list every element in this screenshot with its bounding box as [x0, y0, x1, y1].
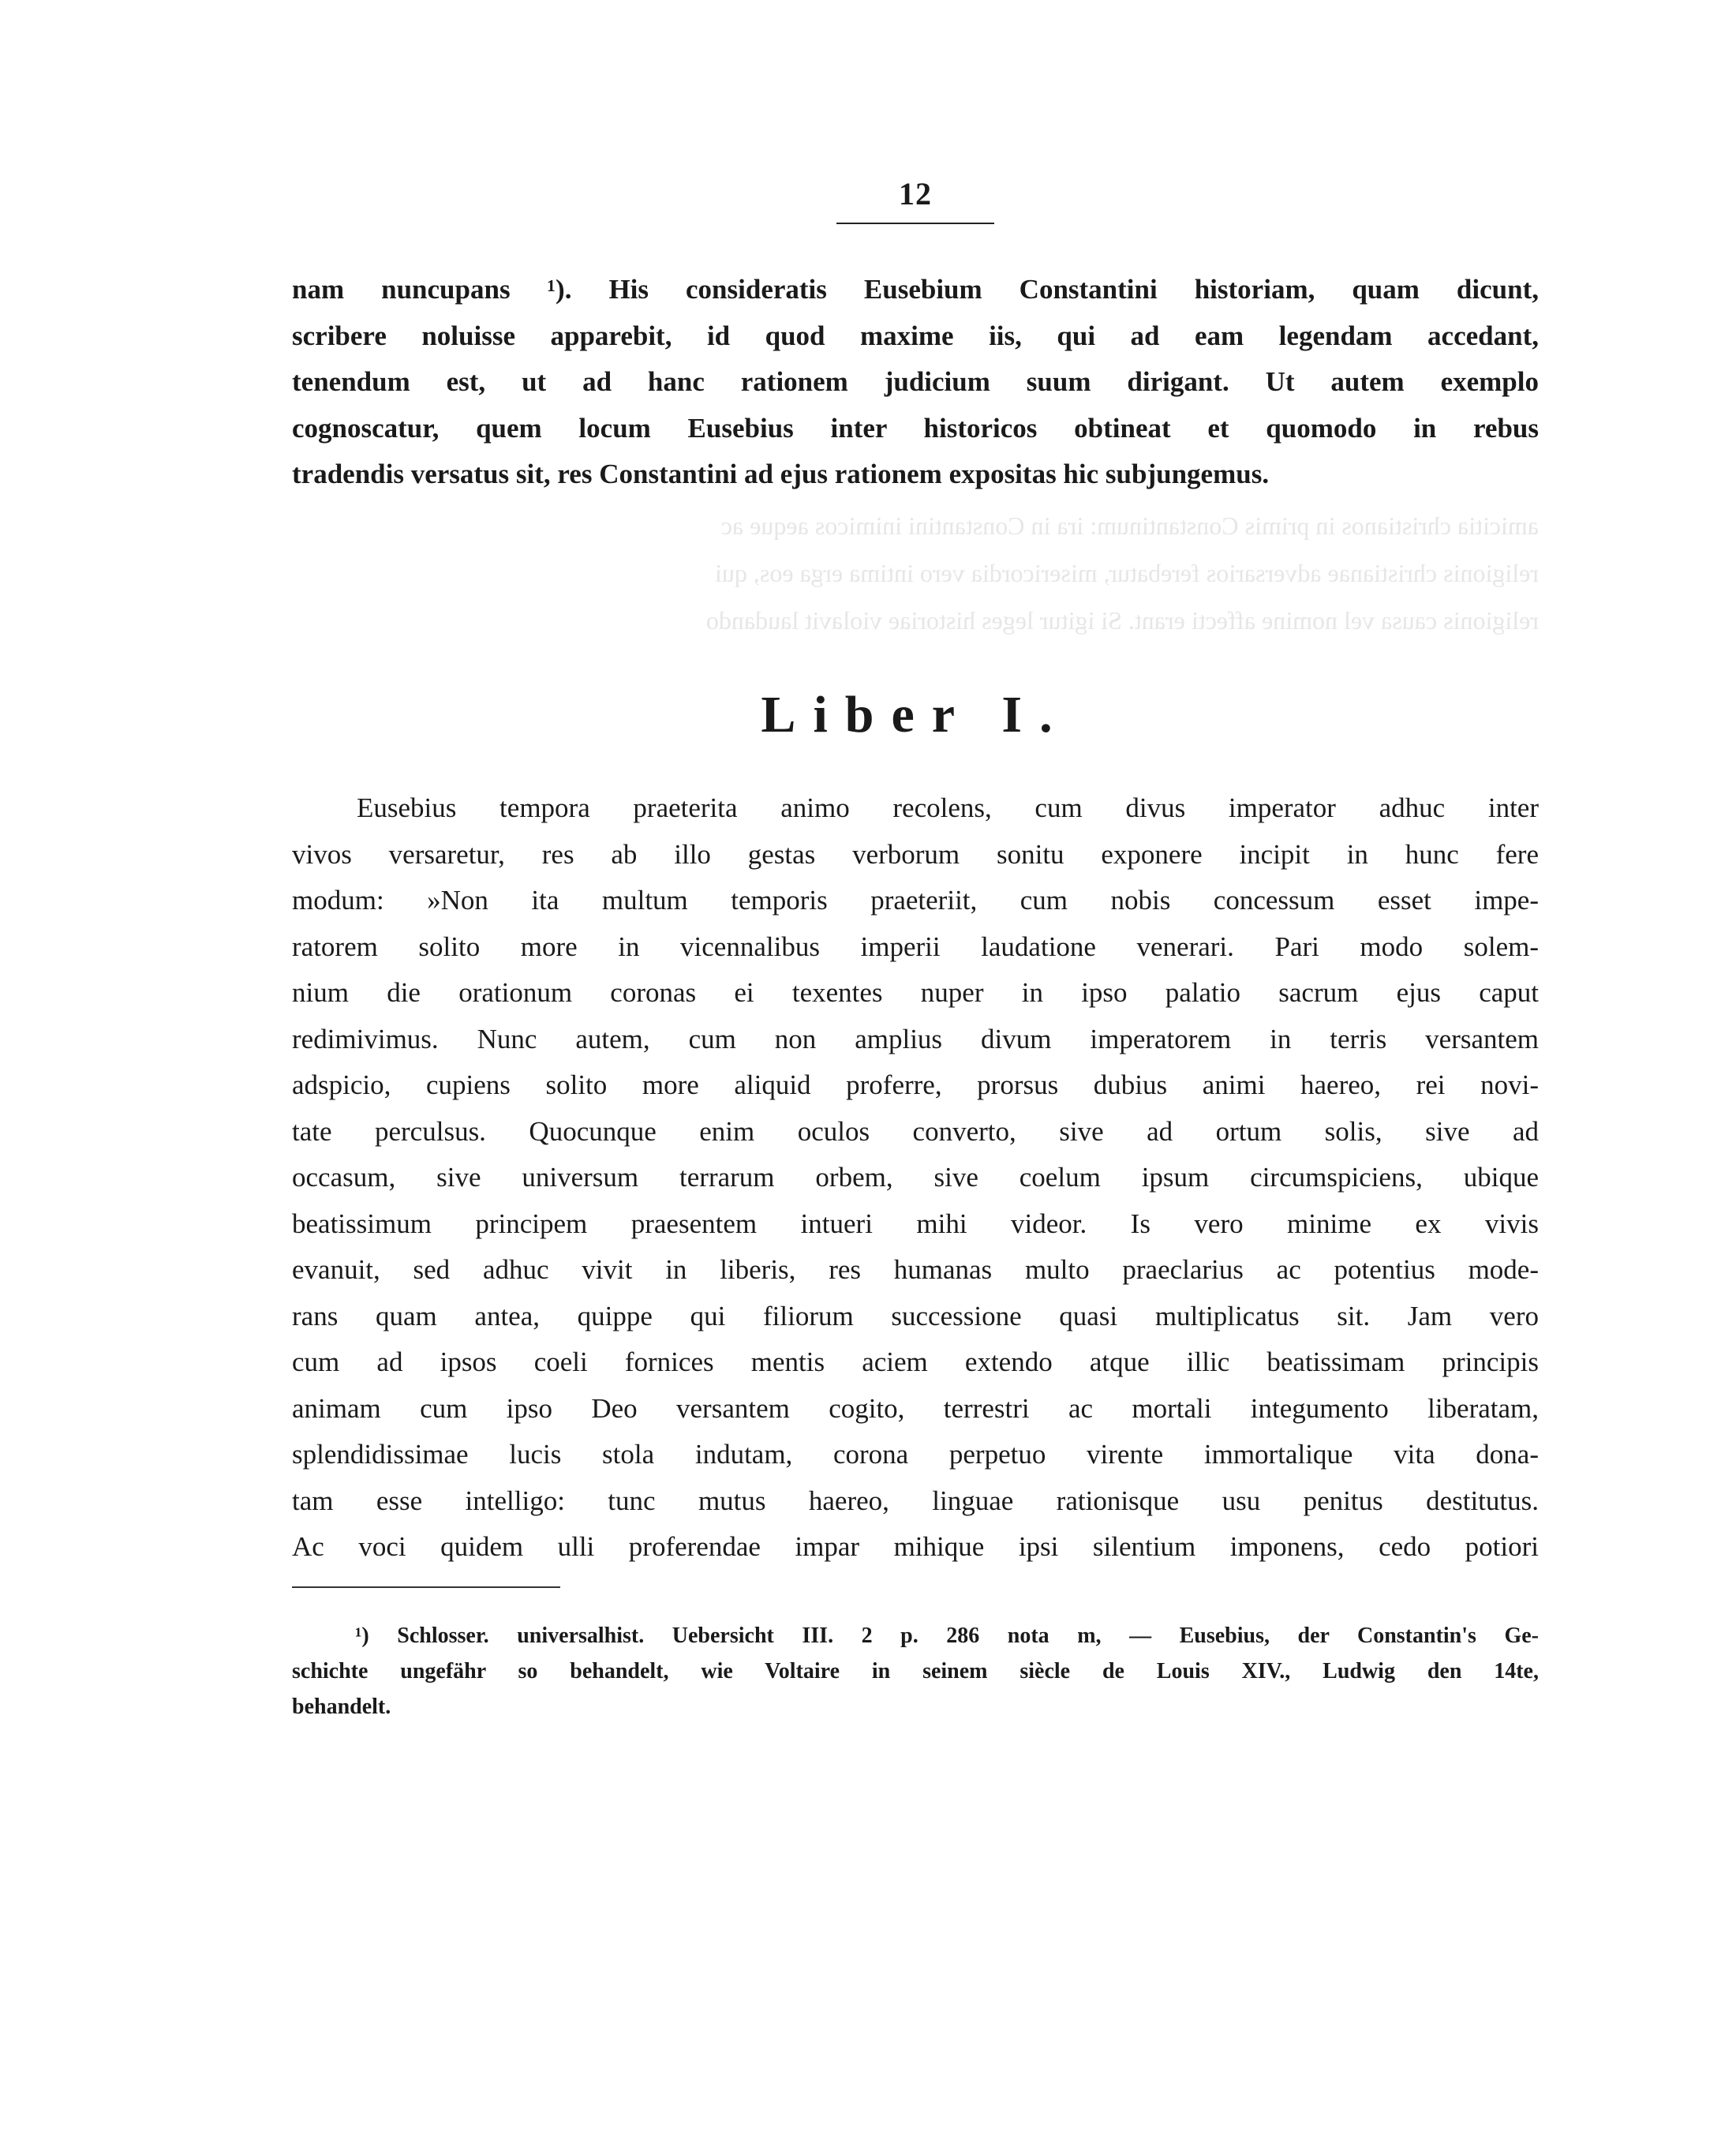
footnote-line: ¹) Schlosser. universalhist. Uebersicht III. 2 p. 286 nota m, — Eusebius, der Constantin's Ge-	[355, 1624, 1539, 1648]
bleed-through-text: religionis christianae adversarios ferebatur, misericordia vero intima erga eos, qui	[715, 559, 1539, 587]
text-line: tate perculsus. Quocunque enim oculos converto, sive ad ortum solis, sive ad	[292, 1115, 1539, 1147]
text-line: nium die orationum coronas ei texentes nuper in ipso palatio sacrum ejus caput	[292, 977, 1539, 1008]
text-line: tradendis versatus sit, res Constantini ad ejus rationem expositas hic subjungemus.	[292, 459, 1270, 489]
intro-paragraph	[292, 267, 1539, 498]
text-line: splendidissimae lucis stola indutam, corona perpetuo virente immortalique vita dona-	[292, 1439, 1539, 1470]
page-number: 12	[899, 176, 932, 212]
text-line: Ac voci quidem ulli proferendae impar mihique ipsi silentium imponens, cedo potiori	[292, 1531, 1539, 1562]
text-line: cum ad ipsos coeli fornices mentis aciem extendo atque illic beatissimam principis	[292, 1346, 1539, 1377]
bleed-through-text: religionis causa vel nomine affecti erant. Si igitur leges historiae violavit laudando	[705, 606, 1539, 635]
footnote-line: schichte ungefähr so behandelt, wie Voltaire in seinem siècle de Louis XIV., Ludwig den 14te,	[292, 1659, 1539, 1683]
bleed-through-text: amicitia christianos in primis Constantinum: ira in Constantini inimicos aeque ac	[720, 511, 1539, 540]
text-line: ratorem solito more in vicennalibus imperii laudatione venerari. Pari modo solem-	[292, 931, 1539, 962]
text-line: cognoscatur, quem locum Eusebius inter historicos obtineat et quomodo in rebus	[292, 412, 1539, 444]
text-line: evanuit, sed adhuc vivit in liberis, res humanas multo praeclarius ac potentius mode-	[292, 1254, 1539, 1285]
text-line: occasum, sive universum terrarum orbem, sive coelum ipsum circumspiciens, ubique	[292, 1162, 1539, 1193]
text-line: redimivimus. Nunc autem, cum non amplius divum imperatorem in terris versantem	[292, 1023, 1539, 1054]
text-line: scribere noluisse apparebit, id quod maxime iis, qui ad eam legendam accedant,	[292, 320, 1539, 351]
page-number-rule	[836, 223, 994, 224]
text-line: beatissimum principem praesentem intueri mihi videor. Is vero minime ex vivis	[292, 1208, 1539, 1239]
footnotes	[292, 1618, 1539, 1725]
text-line: tenendum est, ut ad hanc rationem judicium suum dirigant. Ut autem exemplo	[292, 366, 1539, 397]
text-line: animam cum ipso Deo versantem cogito, terrestri ac mortali integumento liberatam,	[292, 1392, 1539, 1424]
footnote-rule	[292, 1586, 560, 1588]
text-line: nam nuncupans ¹). His consideratis Eusebium Constantini historiam, quam dicunt,	[292, 274, 1539, 305]
footnote-line: behandelt.	[292, 1695, 391, 1719]
section-heading: Liber I.	[761, 686, 1070, 743]
text-line: modum: »Non ita multum temporis praeteriit, cum nobis concessum esset impe-	[292, 885, 1539, 916]
text-line: adspicio, cupiens solito more aliquid proferre, prorsus dubius animi haereo, rei novi-	[292, 1069, 1539, 1100]
text-line: Eusebius tempora praeterita animo recolens, cum divus imperator adhuc inter	[357, 792, 1539, 823]
text-line: vivos versaretur, res ab illo gestas verborum sonitu exponere incipit in hunc fere	[292, 838, 1539, 870]
text-line: rans quam antea, quippe qui filiorum successione quasi multiplicatus sit. Jam vero	[292, 1300, 1539, 1331]
text-line: tam esse intelligo: tunc mutus haereo, linguae rationisque usu penitus destitutus.	[292, 1485, 1539, 1516]
main-paragraph	[292, 785, 1539, 1571]
